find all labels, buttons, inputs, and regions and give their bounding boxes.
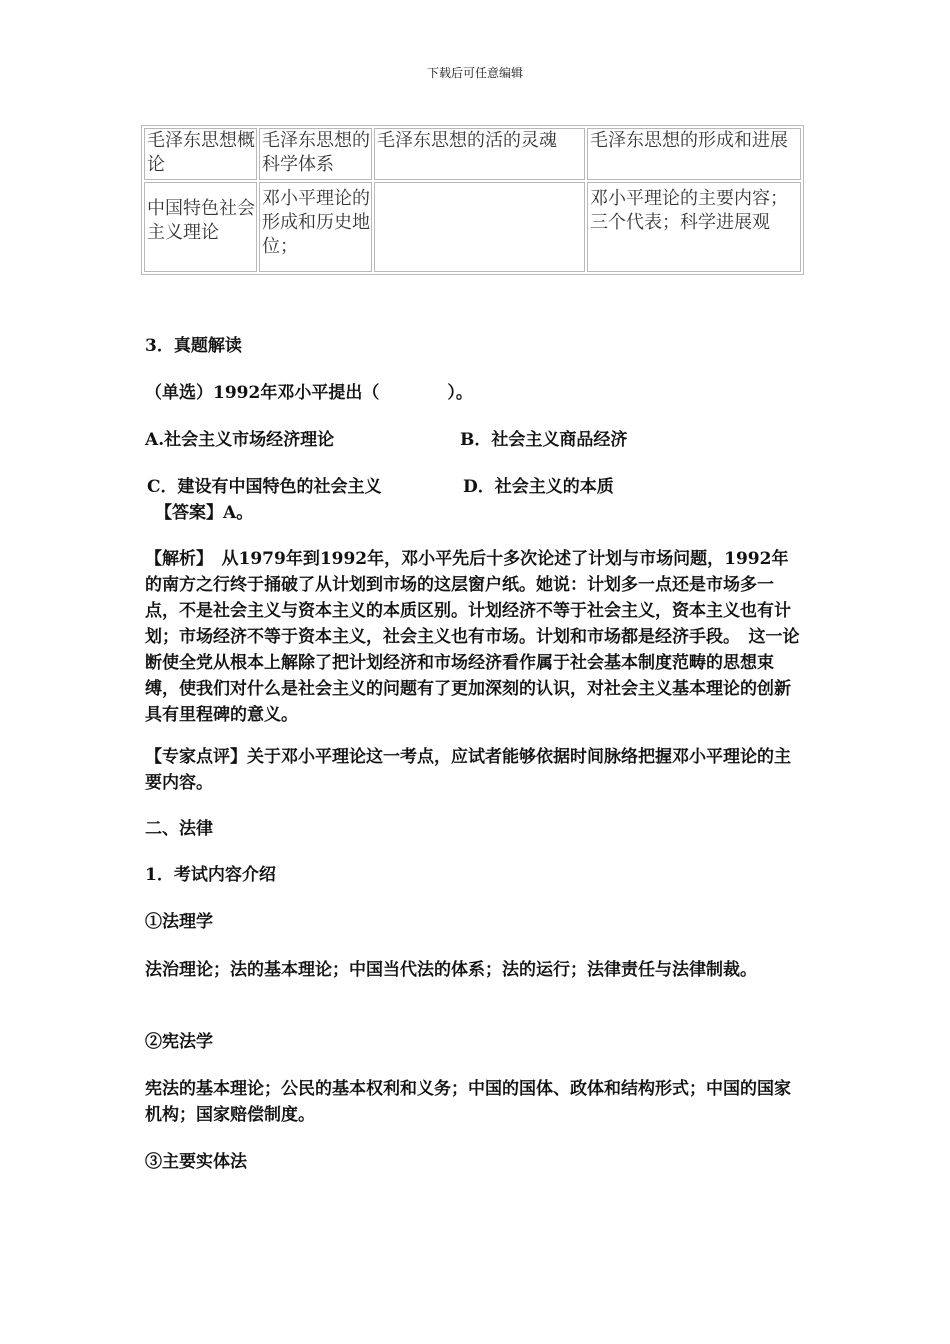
table-cell <box>374 182 585 272</box>
option-a: A.社会主义市场经济理论 <box>145 430 335 450</box>
item-jurisprudence-body: 法治理论；法的基本理论；中国当代法的体系；法的运行；法律责任与法律制裁。 <box>145 960 757 980</box>
analysis-paragraph: 【解析】 从1979年到1992年，邓小平先后十多次论述了计划与市场问题，1992年的南方之行终于捅破了从计划到市场的这层窗户纸。她说：计划多一点还是市场多一点，不是社会主义与资本主义的本质区别。计划经济不等于社会主义，资本主义也有计划；市场经济不等于资本主义，社会主义也有市场。计划和市场都是经济手段。 这一论断使全党从根本上解除了把计划经济和市场经济看作属于社会基本制度范畴的思想束缚，使我们对什么是社会主义的问题有了更加深刻的认识，对社会主义基本理论的创新具有里程碑的意义。 <box>145 549 800 725</box>
table-row <box>144 182 801 272</box>
options-row-2 <box>147 474 807 500</box>
item-constitution-body: 宪法的基本理论；公民的基本权利和义务；中国的国体、政体和结构形式；中国的国家机构；国家赔偿制度。 <box>145 1079 791 1125</box>
table-row <box>144 128 801 180</box>
item-substantive-law-title: ③主要实体法 <box>145 1152 247 1172</box>
table-cell: 毛泽东思想的科学体系 <box>259 128 372 180</box>
table-cell: 中国特色社会主义理论 <box>144 182 257 272</box>
item-jurisprudence-title: ①法理学 <box>145 912 213 932</box>
item-constitution-title: ②宪法学 <box>145 1032 213 1052</box>
option-d: D．社会主义的本质 <box>463 477 614 497</box>
page-header: 下载后可任意编辑 <box>426 66 523 80</box>
option-c: C．建设有中国特色的社会主义 <box>147 477 382 497</box>
section-intro: 1．考试内容介绍 <box>145 865 276 885</box>
options-row-1 <box>145 427 805 453</box>
option-b: B．社会主义商品经济 <box>460 430 628 450</box>
question-text: （单选）1992年邓小平提出（ ）。 <box>145 383 473 403</box>
table-cell: 毛泽东思想的活的灵魂 <box>374 128 585 180</box>
content-table <box>141 125 804 275</box>
table-cell: 毛泽东思想的形成和进展 <box>587 128 801 180</box>
answer-text: 【答案】A。 <box>155 503 254 523</box>
table-cell: 邓小平理论的主要内容；三个代表；科学进展观 <box>587 182 801 272</box>
table-cell: 邓小平理论的形成和历史地位； <box>259 182 372 272</box>
table-cell: 毛泽东思想概论 <box>144 128 257 180</box>
section-law: 二、法律 <box>145 819 213 839</box>
expert-comment: 【专家点评】关于邓小平理论这一考点，应试者能够依据时间脉络把握邓小平理论的主要内容。 <box>145 747 791 793</box>
section-real-exam: 3．真题解读 <box>145 336 242 356</box>
